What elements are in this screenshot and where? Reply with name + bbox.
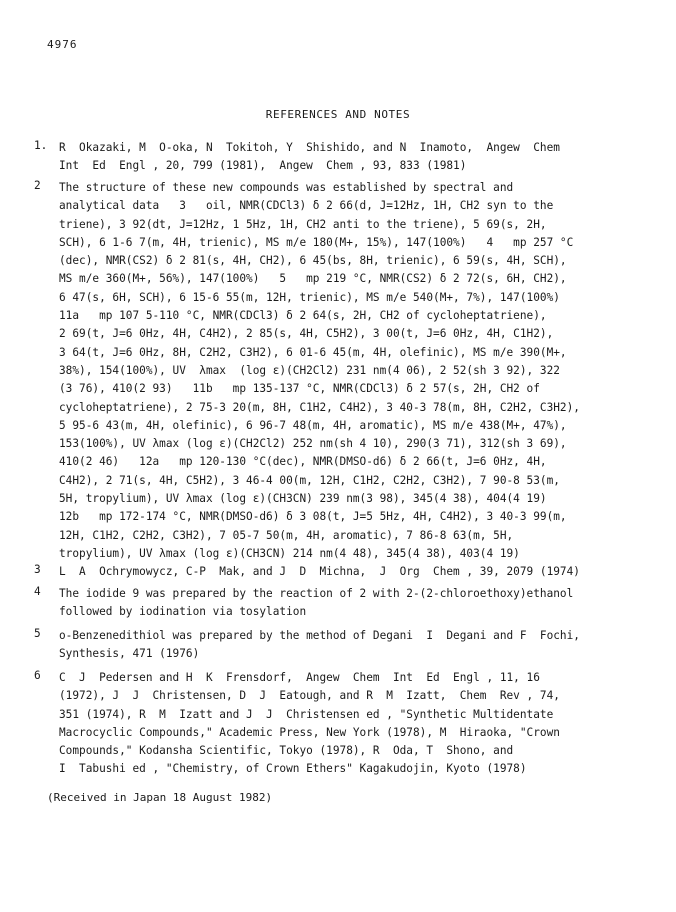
- reference-line: The iodide 9 was prepared by the reaction of 2 with 2-(2-chloroethoxy)ethanol: [59, 587, 574, 600]
- reference-line: The structure of these new compounds was established by spectral and: [59, 181, 514, 194]
- reference-line: tropylium), UV λmax (log ε)(CH3CN) 214 nm(4 48), 345(4 38), 403(4 19): [59, 546, 520, 560]
- reference-line: (1972), J J Christensen, D J Eatough, and R M Izatt, Chem Rev , 74,: [59, 689, 560, 703]
- reference-number: 3: [34, 563, 41, 576]
- received-date: (Received in Japan 18 August 1982): [47, 791, 273, 804]
- reference-text: [59, 179, 659, 563]
- reference-line: Int Ed Engl , 20, 799 (1981), Angew Chem , 93, 833 (1981): [59, 159, 467, 173]
- reference-line: C J Pedersen and H K Frensdorf, Angew Chem Int Ed Engl , 11, 16: [59, 671, 540, 684]
- reference-number: 5: [34, 627, 41, 640]
- reference-line: 2 69(t, J=6 0Hz, 4H, C4H2), 2 85(s, 4H, C5H2), 3 00(t, J=6 0Hz, 4H, C1H2),: [59, 327, 554, 341]
- reference-line: followed by iodination via tosylation: [59, 605, 307, 619]
- reference-line: MS m/e 360(M+, 56%), 147(100%) 5 mp 219 °C, NMR(CS2) δ 2 72(s, 6H, CH2),: [59, 272, 567, 286]
- reference-line: 12H, C1H2, C2H2, C3H2), 7 05-7 50(m, 4H, aromatic), 7 86-8 63(m, 5H,: [59, 528, 514, 542]
- reference-text: [59, 627, 659, 664]
- reference-line: R Okazaki, M O-oka, N Tokitoh, Y Shishido, and N Inamoto, Angew Chem: [59, 141, 560, 154]
- reference-line: 6 47(s, 6H, SCH), 6 15-6 55(m, 12H, trienic), MS m/e 540(M+, 7%), 147(100%): [59, 290, 560, 304]
- reference-line: Synthesis, 471 (1976): [59, 647, 200, 661]
- reference-line: Compounds," Kodansha Scientific, Tokyo (1978), R Oda, T Shono, and: [59, 744, 514, 758]
- reference-line: 351 (1974), R M Izatt and J J Christensen ed , "Synthetic Multidentate: [59, 707, 554, 721]
- reference-text: [59, 139, 659, 176]
- reference-number: 2: [34, 179, 41, 192]
- reference-line: (dec), NMR(CS2) δ 2 81(s, 4H, CH2), 6 45(bs, 8H, trienic), 6 59(s, 4H, SCH),: [59, 254, 567, 268]
- reference-line: SCH), 6 1-6 7(m, 4H, trienic), MS m/e 180(M+, 15%), 147(100%) 4 mp 257 °C: [59, 235, 574, 249]
- reference-line: Macrocyclic Compounds," Academic Press, New York (1978), M Hiraoka, "Crown: [59, 725, 560, 739]
- reference-number: 6: [34, 669, 41, 682]
- section-title: REFERENCES AND NOTES: [265, 108, 411, 121]
- reference-line: o-Benzenedithiol was prepared by the method of Degani I Degani and F Fochi,: [59, 629, 580, 642]
- reference-text: [59, 563, 659, 581]
- reference-number: 1.: [34, 139, 48, 152]
- reference-text: [59, 669, 659, 779]
- reference-text: [59, 585, 659, 622]
- reference-line: 153(100%), UV λmax (log ε)(CH2Cl2) 252 nm(sh 4 10), 290(3 71), 312(sh 3 69),: [59, 437, 567, 451]
- reference-line: 38%), 154(100%), UV λmax (log ε)(CH2Cl2) 231 nm(4 06), 2 52(sh 3 92), 322: [59, 363, 560, 377]
- reference-line: 5 95-6 43(m, 4H, olefinic), 6 96-7 48(m, 4H, aromatic), MS m/e 438(M+, 47%),: [59, 418, 567, 432]
- reference-line: analytical data 3 oil, NMR(CDCl3) δ 2 66(d, J=12Hz, 1H, CH2 syn to the: [59, 199, 554, 213]
- reference-line: 410(2 46) 12a mp 120-130 °C(dec), NMR(DMSO-d6) δ 2 66(t, J=6 0Hz, 4H,: [59, 455, 547, 469]
- reference-line: 11a mp 107 5-110 °C, NMR(CDCl3) δ 2 64(s, 2H, CH2 of cycloheptatriene),: [59, 309, 547, 323]
- reference-line: triene), 3 92(dt, J=12Hz, 1 5Hz, 1H, CH2 anti to the triene), 5 69(s, 2H,: [59, 217, 547, 231]
- reference-line: 3 64(t, J=6 0Hz, 8H, C2H2, C3H2), 6 01-6 45(m, 4H, olefinic), MS m/e 390(M+,: [59, 345, 567, 359]
- reference-line: cycloheptatriene), 2 75-3 20(m, 8H, C1H2, C4H2), 3 40-3 78(m, 8H, C2H2, C3H2),: [59, 400, 580, 414]
- page-number: 4976: [47, 38, 78, 51]
- reference-line: 12b mp 172-174 °C, NMR(DMSO-d6) δ 3 08(t, J=5 5Hz, 4H, C4H2), 3 40-3 99(m,: [59, 510, 567, 524]
- reference-line: I Tabushi ed , "Chemistry, of Crown Ethers" Kagakudojin, Kyoto (1978): [59, 762, 527, 776]
- reference-line: (3 76), 410(2 93) 11b mp 135-137 °C, NMR(CDCl3) δ 2 57(s, 2H, CH2 of: [59, 382, 540, 396]
- reference-number: 4: [34, 585, 41, 598]
- reference-line: L A Ochrymowycz, C-P Mak, and J D Michna, J Org Chem , 39, 2079 (1974): [59, 565, 580, 578]
- reference-line: 5H, tropylium), UV λmax (log ε)(CH3CN) 239 nm(3 98), 345(4 38), 404(4 19): [59, 492, 547, 506]
- reference-line: C4H2), 2 71(s, 4H, C5H2), 3 46-4 00(m, 12H, C1H2, C2H2, C3H2), 7 90-8 53(m,: [59, 473, 560, 487]
